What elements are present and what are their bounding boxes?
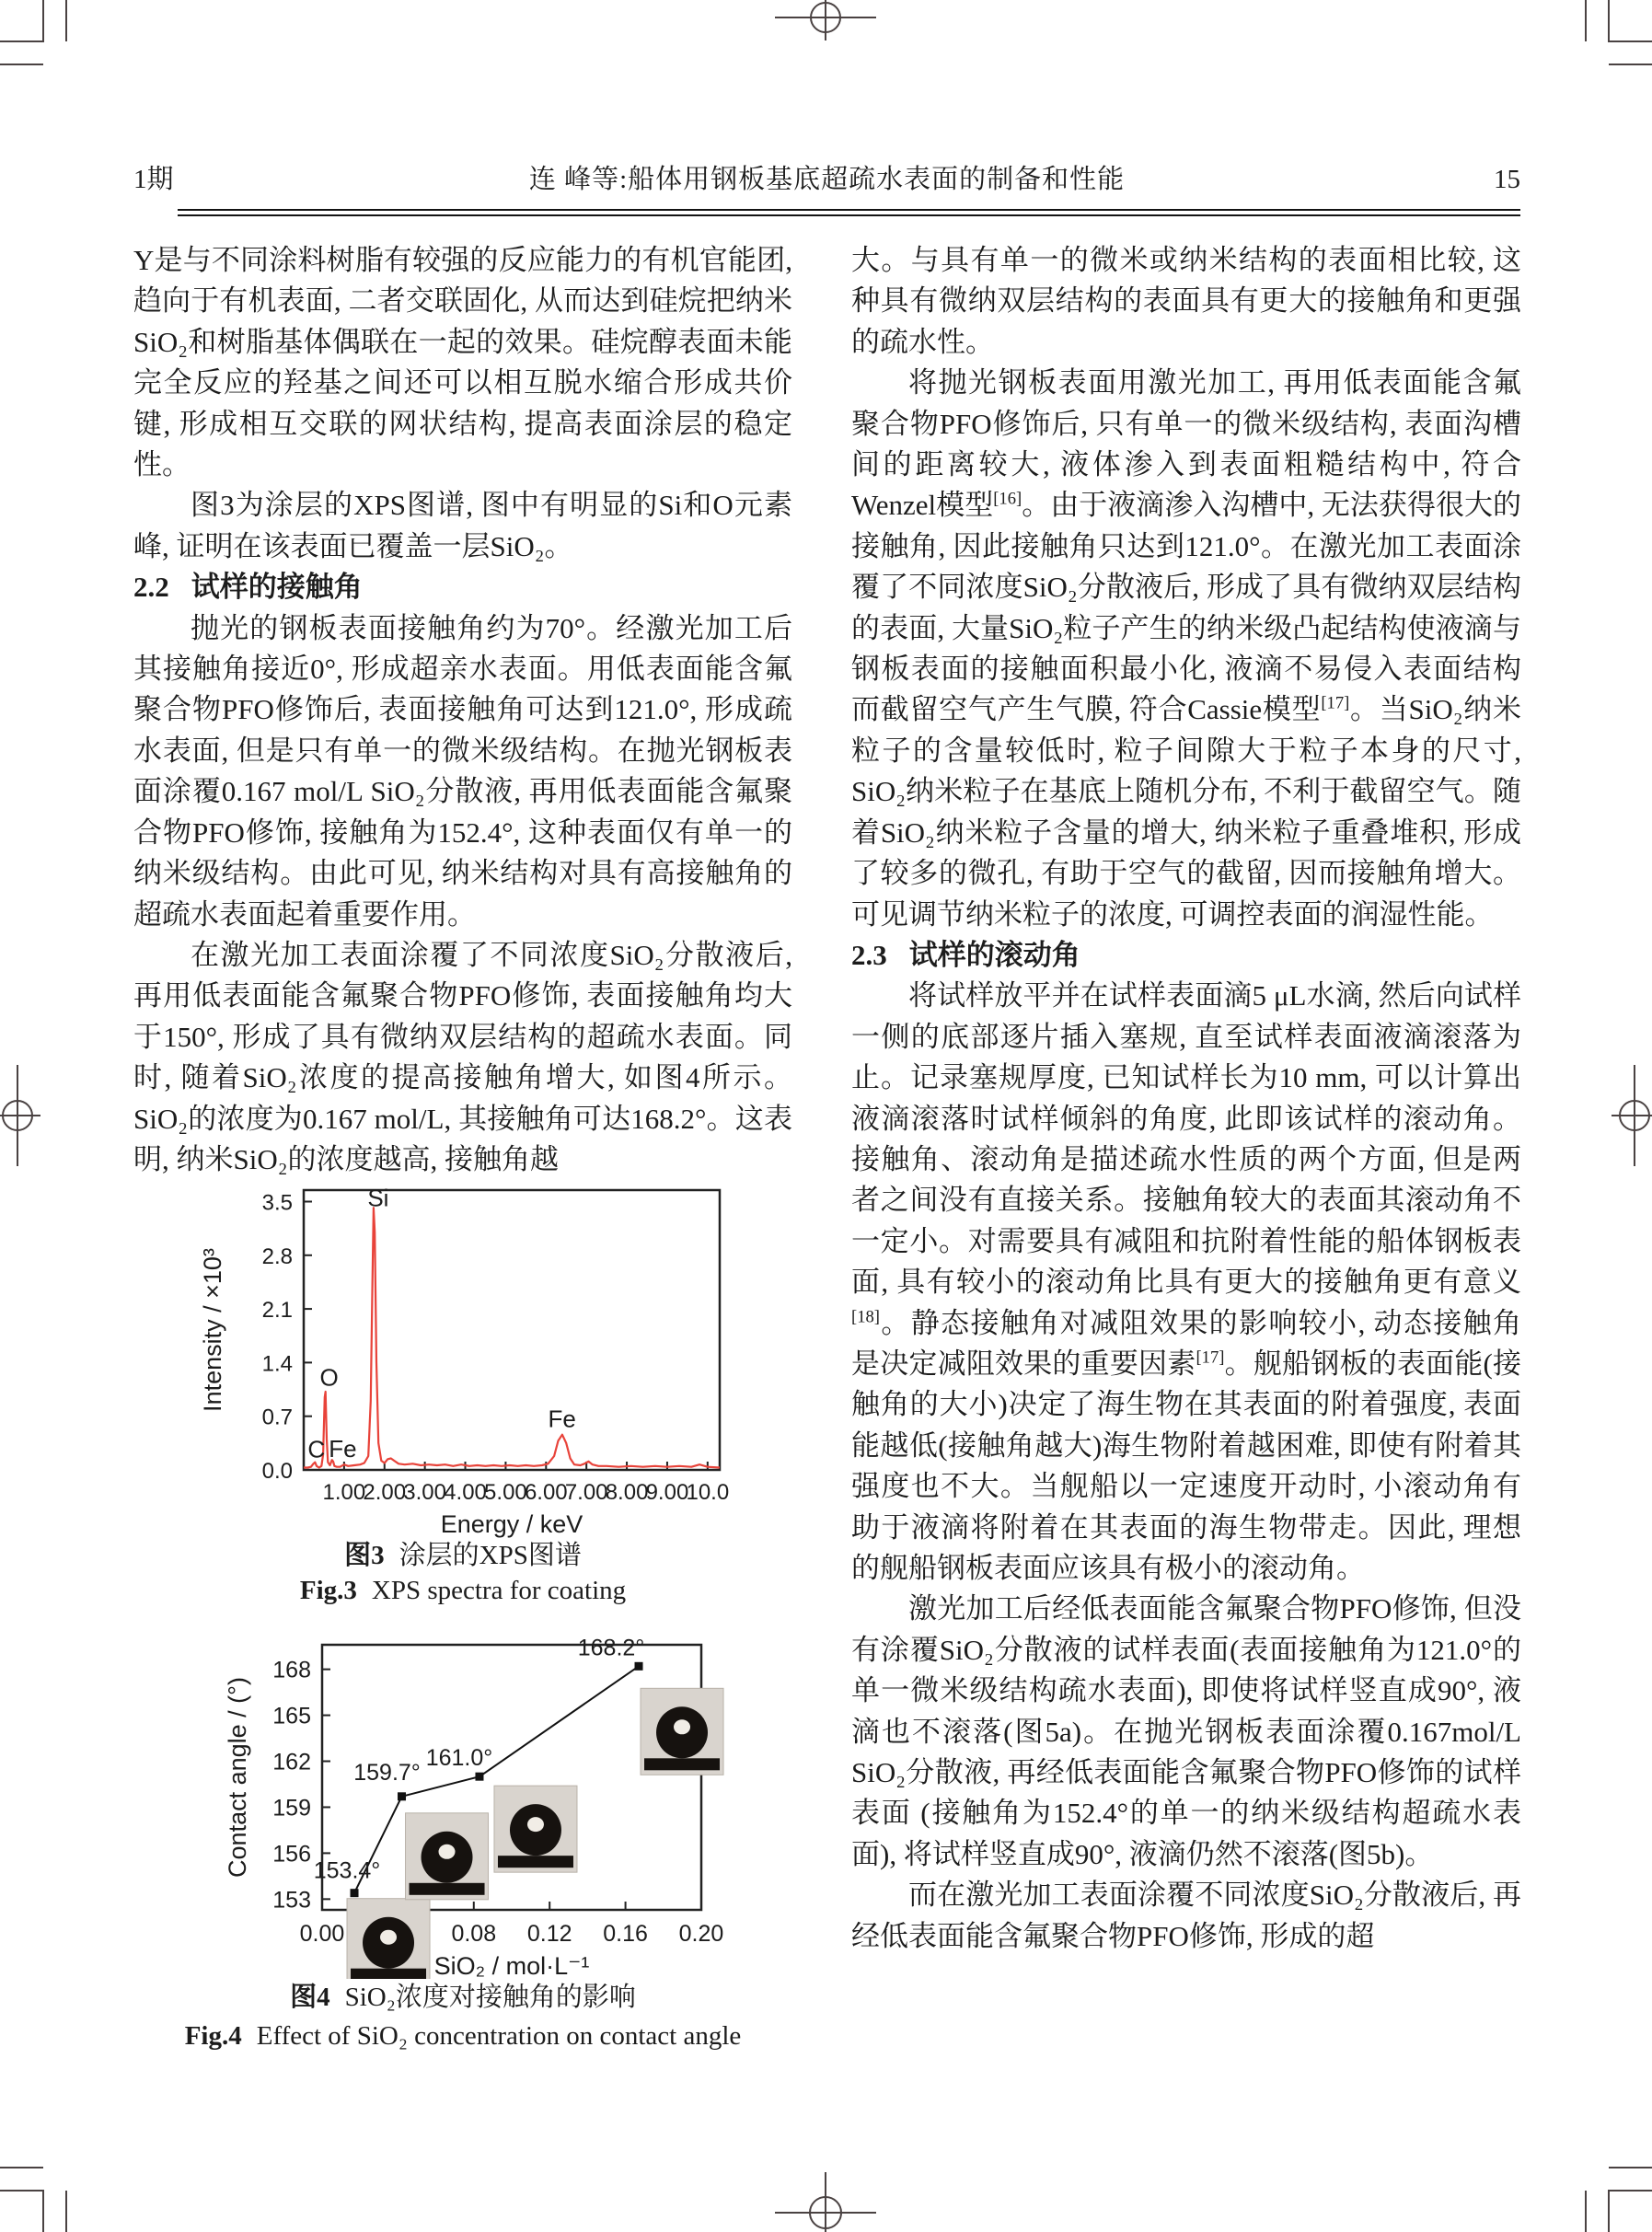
chart-text-label: 2.00 — [363, 1480, 407, 1505]
section-title: 试样的接触角 — [191, 571, 363, 604]
peak-label: Si — [367, 1184, 389, 1212]
section-heading — [851, 935, 1521, 976]
page-header — [133, 158, 1520, 196]
data-point — [351, 1889, 359, 1897]
chart-text-label: 0.0 — [261, 1459, 293, 1484]
chart-text-label: 0.08 — [451, 1921, 497, 1947]
chart-text-label: 0.7 — [261, 1405, 293, 1430]
figure-4-contact-angle-chart — [133, 1625, 778, 1979]
peak-label: O — [319, 1363, 339, 1392]
chart-text-label: 1.4 — [261, 1351, 293, 1377]
figure-3-caption-en — [133, 1574, 792, 1607]
figure-3-caption-zh — [133, 1539, 792, 1572]
peak-label: C — [307, 1435, 326, 1463]
plot-area — [304, 1190, 720, 1470]
chart-text-label: Intensity / ×10³ — [199, 1248, 226, 1412]
header-rule — [178, 209, 1520, 216]
reference-marker: [17] — [1196, 1347, 1225, 1368]
paragraph: 在激光加工表面涂覆了不同浓度SiO₂分散液后, 再用低表面能含氟聚合物PFO修饰, 表面接触角均大于150°, 形成了具有微纳双层结构的超疏水表面。同时, 随着SiO₂浓度的提高接触角增大, 如图4所示。SiO₂的浓度为0.167 mol/L, 其接触角可达168.2°。这表明, 纳米SiO₂的浓度越高, 接触角越 — [133, 938, 792, 1175]
peak-label: Fe — [329, 1434, 357, 1463]
chart-text-label: 156 — [272, 1841, 311, 1868]
xps-spectrum-curve — [304, 1208, 720, 1467]
section-heading — [133, 567, 792, 607]
paragraph: 大。与具有单一的微米或纳米结构的表面相比较, 这种具有微纳双层结构的表面具有更大的接触角和更强的疏水性。 — [851, 244, 1521, 358]
register-target-bottom — [775, 2172, 876, 2232]
figure-4-caption-zh — [133, 1981, 792, 2014]
chart-text-label: 165 — [272, 1703, 311, 1729]
data-point-label: 159.7° — [353, 1759, 421, 1786]
chart-text-label: 1.00 — [322, 1480, 366, 1505]
data-point — [475, 1773, 483, 1781]
chart-text-label: 168 — [272, 1657, 311, 1683]
chart-text-label: 8.00 — [605, 1480, 649, 1505]
chart-text-label: 162 — [272, 1749, 311, 1775]
paragraph: 将抛光钢板表面用激光加工, 再用低表面能含氟聚合物PFO修饰后, 只有单一的微米级结构, 表面沟槽间的距离较大, 液体渗入到表面粗糙结构中, 符合Wenzel模型[16]。由于液滴渗入沟槽中, 无法获得很大的接触角, 因此接触角只达到121.0°。在激光加工表面涂覆了不同浓度SiO₂分散液后, 形成了具有微纳双层结构的表面, 大量SiO₂粒子产生的纳米级凸起结构使液滴与钢板表面的接触面积最小化, 液滴不易侵入表面结构而截留空气产生气膜, 符合Cassie模型[17]。当SiO₂纳米粒子的含量较低时, 粒子间隙大于粒子本身的尺寸, SiO₂纳米粒子在基底上随机分布, 不利于截留空气。随着SiO₂纳米粒子含量的增大, 纳米粒子重叠堆积, 形成了较多的微孔, 有助于空气的截留, 因而接触角增大。可见调节纳米粒子的浓度, 可调控表面的润湿性能。 — [851, 366, 1521, 931]
chart-text-label: 7.00 — [564, 1480, 608, 1505]
chart-text-label: 4.00 — [444, 1480, 487, 1505]
data-point — [635, 1662, 643, 1671]
paragraph: 激光加工后经低表面能含氟聚合物PFO修饰, 但没有涂覆SiO₂分散液的试样表面(表面接触角为121.0°的单一微米级结构疏水表面), 即使将试样竖直成90°, 液滴也不滚落(图5a)。在抛光钢板表面涂覆0.167mol/L SiO₂分散液, 再经低表面能含氟聚合物PFO修饰的试样表面 (接触角为152.4°的单一的纳米级结构超疏水表面), 将试样竖直成90°, 液滴仍然不滚落(图5b)。 — [851, 1592, 1521, 1870]
paragraph: 而在激光加工表面涂覆不同浓度SiO₂分散液后, 再经低表面能含氟聚合物PFO修饰, 形成的超 — [851, 1879, 1521, 1952]
caption-label: Fig.4 — [184, 2021, 242, 2051]
section-number: 2.2 — [133, 571, 169, 604]
register-target-left — [0, 1065, 40, 1166]
issue-number: 1期 — [133, 165, 174, 194]
right-text-column — [851, 240, 1521, 1957]
paragraph: 将试样放平并在试样表面滴5 μL水滴, 然后向试样一侧的底部逐片插入塞规, 直至试样表面液滴滚落为止。记录塞规厚度, 已知试样长为10 mm, 可以计算出液滴滚落时试样倾斜的角度, 此即该试样的滚动角。接触角、滚动角是描述疏水性质的两个方面, 但是两者之间没有直接关系。接触角较大的表面其滚动角不一定小。对需要具有减阻和抗附着性能的船体钢板表面, 具有较小的滚动角比具有更大的接触角更有意义[18]。静态接触角对减阻效果的影响较小, 动态接触角是决定减阻效果的重要因素[17]。舰船钢板的表面能(接触角的大小)决定了海生物在其表面的附着强度, 表面能越低(接触角越大)海生物附着越困难, 即使有附着其强度也不大。当舰船以一定速度开动时, 小滚动角有助于液滴将附着在其表面的海生物带走。因此, 理想的舰船钢板表面应该具有极小的滚动角。 — [851, 979, 1522, 1584]
section-number: 2.3 — [851, 938, 887, 971]
reference-marker: [17] — [1321, 694, 1350, 714]
crop-mark-box — [0, 0, 43, 41]
running-title: 连 峰等:船体用钢板基底超疏水表面的制备和性能 — [528, 165, 1126, 194]
chart-text-label: 153 — [272, 1887, 311, 1914]
crop-mark-box — [1609, 0, 1652, 41]
chart-text-label: Energy / keV — [440, 1510, 583, 1538]
caption-text: 涂层的XPS图谱 — [399, 1541, 582, 1570]
register-target-right — [1612, 1065, 1652, 1166]
chart-text-label: 0.20 — [678, 1921, 724, 1947]
data-point-label: 153.4° — [313, 1857, 381, 1884]
reference-marker: [18] — [851, 1307, 880, 1327]
chart-text-label: Contact angle / (°) — [224, 1677, 251, 1878]
page-number: 15 — [1494, 165, 1520, 194]
droplet-photo-inset — [406, 1813, 489, 1900]
paragraph: 抛光的钢板表面接触角约为70°。经激光加工后其接触角接近0°, 形成超亲水表面。用低表面能含氟聚合物PFO修饰后, 表面接触角可达到121.0°, 形成疏水表面, 但是只有单一的微米级结构。在抛光钢板表面涂覆0.167 mol/L SiO₂分散液, 再用低表面能含氟聚合物PFO修饰, 接触角为152.4°, 这种表面仅有单一的纳米级结构。由此可见, 纳米结构对具有高接触角的超疏水表面起着重要作用。 — [133, 611, 792, 931]
chart-text-label: 0.16 — [603, 1921, 648, 1947]
section-title: 试样的滚动角 — [908, 938, 1080, 971]
chart-text-label: 2.8 — [261, 1243, 293, 1269]
caption-label: Fig.3 — [299, 1576, 357, 1605]
caption-label: 图4 — [290, 1983, 330, 2012]
peak-label: Fe — [548, 1405, 576, 1433]
paragraph: 图3为涂层的XPS图谱, 图中有明显的Si和O元素峰, 证明在该表面已覆盖一层SiO₂。 — [133, 489, 792, 562]
caption-text: Effect of SiO₂ concentration on contact angle — [256, 2021, 742, 2051]
figure-4-caption-en — [133, 2019, 792, 2053]
crop-mark-box — [0, 2191, 43, 2232]
chart-text-label: 10.0 — [686, 1480, 730, 1505]
figure-3-xps-chart — [133, 1183, 778, 1542]
caption-text: SiO₂浓度对接触角的影响 — [344, 1983, 636, 2012]
chart-text-label: 3.00 — [403, 1480, 447, 1505]
caption-label: 图3 — [344, 1541, 385, 1570]
chart-text-label: SiO₂ / mol·L⁻¹ — [433, 1952, 590, 1979]
droplet-photo-inset — [494, 1786, 577, 1872]
data-point-label: 161.0° — [425, 1745, 493, 1772]
droplet-photo-inset — [641, 1688, 723, 1775]
reference-marker: [16] — [993, 490, 1022, 510]
chart-text-label: 3.5 — [261, 1190, 293, 1216]
chart-text-label: 6.00 — [524, 1480, 568, 1505]
chart-text-label: 5.00 — [484, 1480, 527, 1505]
chart-text-label: 0.00 — [299, 1921, 345, 1947]
chart-text-label: 9.00 — [645, 1480, 689, 1505]
chart-text-label: 2.1 — [261, 1298, 293, 1324]
chart-text-label: 0.12 — [526, 1921, 572, 1947]
data-point — [398, 1792, 406, 1800]
paragraph: Y是与不同涂料树脂有较强的反应能力的有机官能团, 趋向于有机表面, 二者交联固化, 从而达到硅烷把纳米SiO₂和树脂基体偶联在一起的效果。硅烷醇表面未能完全反应的羟基之间还可以相互脱水缩合形成共价键, 形成相互交联的网状结构, 提高表面涂层的稳定性。 — [133, 244, 792, 481]
chart-text-label: 159 — [272, 1795, 311, 1821]
register-target-top — [775, 0, 876, 40]
caption-text: XPS spectra for coating — [371, 1576, 627, 1605]
droplet-photo-inset — [347, 1899, 430, 1979]
data-point-label: 168.2° — [577, 1635, 645, 1661]
left-text-column — [133, 240, 792, 1180]
crop-mark-box — [1609, 2191, 1652, 2232]
